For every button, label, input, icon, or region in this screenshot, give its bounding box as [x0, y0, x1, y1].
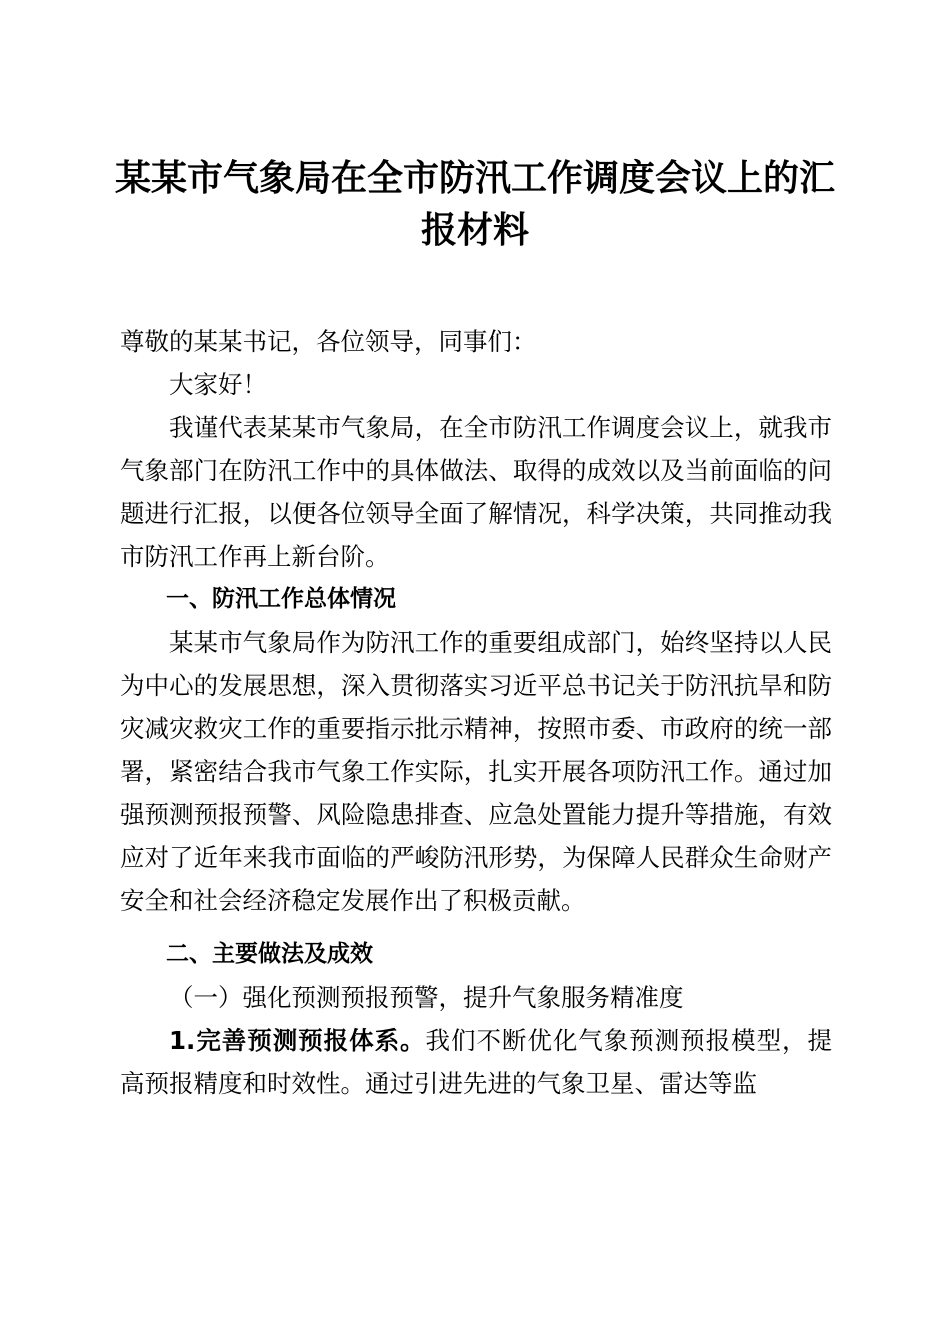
greeting: 大家好！ [169, 370, 267, 399]
salutation: 尊敬的某某书记，各位领导，同事们： [120, 327, 537, 356]
item-1-body: 我们不断优化气象预测预报模型，提高预报精度和时效性。通过引进先进的气象卫星、雷达等监 [120, 1026, 832, 1098]
item-1-lead: 1.完善预测预报体系。 [169, 1026, 426, 1055]
item-1-paragraph [120, 1019, 832, 1105]
section-heading-2: 二、主要做法及成效 [166, 941, 373, 967]
intro-paragraph: 我谨代表某某市气象局，在全市防汛工作调度会议上，就我市气象部门在防汛工作中的具体做法、取得的成效以及当前面临的问题进行汇报，以便各位领导全面了解情况，科学决策，共同推动我市防汛工作再上新台阶。 [120, 413, 832, 571]
document-title: 某某市气象局在全市防汛工作调度会议上的汇报材料 [114, 157, 835, 251]
document-body [120, 320, 832, 1105]
section-1-paragraph: 某某市气象局作为防汛工作的重要组成部门，始终坚持以人民为中心的发展思想，深入贯彻落实习近平总书记关于防汛抗旱和防灾减灾救灾工作的重要指示批示精神，按照市委、市政府的统一部署，紧密结合我市气象工作实际，扎实开展各项防汛工作。通过加强预测预报预警、风险隐患排查、应急处置能力提升等措施，有效应对了近年来我市面临的严峻防汛形势，为保障人民群众生命财产安全和社会经济稳定发展作出了积极贡献。 [120, 628, 832, 915]
section-heading-1: 一、防汛工作总体情况 [166, 586, 396, 612]
subsection-heading-1: （一）强化预测预报预警，提升气象服务精准度 [169, 983, 684, 1012]
